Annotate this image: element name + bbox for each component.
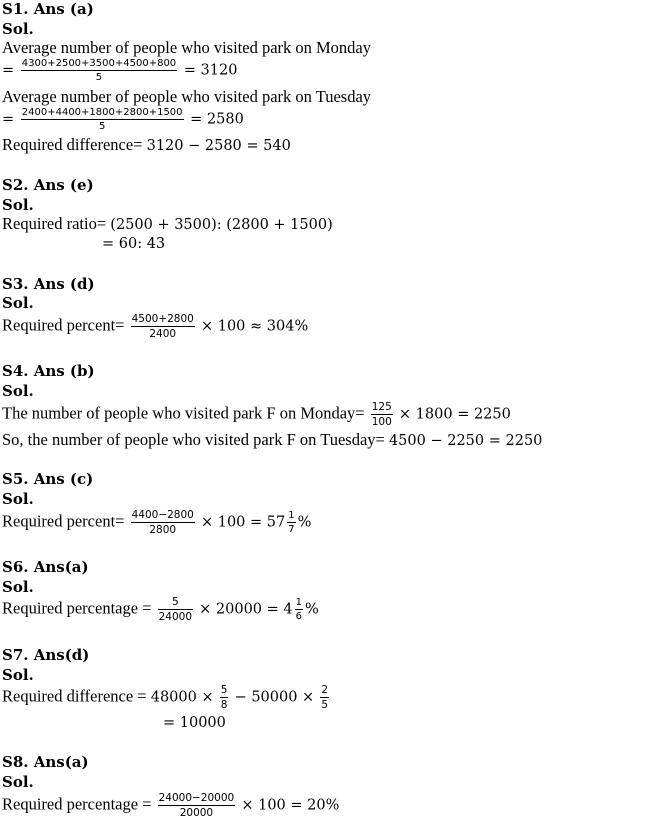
result: = 2580 <box>190 111 244 128</box>
numerator: 2 <box>321 684 329 696</box>
s1-sol-label: Sol. <box>2 20 34 38</box>
s6-line1 <box>2 596 319 623</box>
s7-line2: = 10000 <box>163 715 226 731</box>
equals-sign: = <box>2 62 15 79</box>
s1-line3 <box>2 135 291 156</box>
s5-line1 <box>2 509 311 536</box>
numerator: 4300+2500+3500+4500+800 <box>21 58 177 69</box>
s7-title: S7. Ans(d) <box>2 646 90 664</box>
result: × 100 ≈ 304% <box>200 318 309 335</box>
result: × 100 = 20% <box>241 797 340 814</box>
numerator: 5 <box>220 684 228 696</box>
denominator: 100 <box>371 416 392 428</box>
s5-title: S5. Ans (c) <box>2 470 94 488</box>
s4-title: S4. Ans (b) <box>2 362 95 380</box>
numerator: 4400−2800 <box>131 509 194 521</box>
s2-title: S2. Ans (e) <box>2 176 94 194</box>
s3-title: S3. Ans (d) <box>2 275 95 293</box>
label-text: Required difference = <box>2 686 147 706</box>
s4-sol-label: Sol. <box>2 382 34 400</box>
label-text: Required difference= <box>2 135 143 154</box>
s5-sol-label: Sol. <box>2 490 34 508</box>
label-text: Required percent= <box>2 315 125 335</box>
label-text: Required percentage = <box>2 794 152 814</box>
fraction <box>158 792 236 819</box>
denominator: 6 <box>295 611 302 622</box>
s1-eq1 <box>2 58 237 83</box>
numerator: 5 <box>158 596 193 610</box>
s1-line2: Average number of people who visited park on Tuesday <box>2 87 372 106</box>
result: = 3120 <box>183 62 238 79</box>
s2-line2: = 60: 43 <box>102 236 166 252</box>
mixed-fraction <box>295 597 303 622</box>
equals-sign: = <box>2 111 15 128</box>
math: (2500 + 3500): (2800 + 1500) <box>110 217 333 233</box>
s1-eq2 <box>2 107 244 132</box>
result: × 20000 = 4 <box>199 601 293 618</box>
denominator: 20000 <box>179 807 214 819</box>
math: 4500 − 2250 = 2250 <box>388 433 543 449</box>
label-text: Required percentage = <box>2 598 152 618</box>
fraction <box>21 107 184 132</box>
s4-line2 <box>2 430 542 451</box>
s8-line1 <box>2 792 339 819</box>
mixed-fraction <box>287 510 295 535</box>
denominator: 7 <box>288 524 295 535</box>
fraction <box>131 313 195 340</box>
label-text: So, the number of people who visited park F on Tuesday= <box>2 430 385 449</box>
term-b: − 50000 × <box>234 689 315 706</box>
denominator: 5 <box>98 121 106 132</box>
denominator: 24000 <box>158 611 193 623</box>
result: × 100 = 57 <box>200 514 286 531</box>
s4-line1 <box>2 401 511 428</box>
percent-sign: % <box>297 514 312 531</box>
label-text: The number of people who visited park F on Monday= <box>2 403 365 423</box>
fraction <box>131 509 195 536</box>
s1-title: S1. Ans (a) <box>2 0 94 18</box>
denominator: 2800 <box>149 524 177 536</box>
term-a: 48000 × <box>150 689 214 706</box>
s2-sol-label: Sol. <box>2 196 34 214</box>
numerator: 125 <box>371 401 392 413</box>
numerator: 1 <box>288 510 295 521</box>
denominator: 5 <box>321 699 329 711</box>
s1-line1: Average number of people who visited park on Monday <box>2 38 372 57</box>
s3-line1 <box>2 313 308 340</box>
s6-title: S6. Ans(a) <box>2 558 89 576</box>
s8-sol-label: Sol. <box>2 773 34 791</box>
numerator: 2400+4400+1800+2800+1500 <box>21 107 183 118</box>
fraction <box>158 596 193 623</box>
s2-line1 <box>2 214 333 235</box>
percent-sign: % <box>305 601 319 618</box>
denominator: 2400 <box>149 328 177 340</box>
label-text: Required percent= <box>2 511 125 531</box>
denominator: 8 <box>220 699 228 711</box>
s8-title: S8. Ans(a) <box>2 753 89 771</box>
fraction <box>371 401 393 428</box>
numerator: 1 <box>295 597 302 608</box>
s7-line1 <box>2 684 331 711</box>
result: × 1800 = 2250 <box>398 406 511 423</box>
numerator: 4500+2800 <box>131 313 194 325</box>
fraction <box>21 58 177 83</box>
denominator: 5 <box>95 72 103 83</box>
fraction <box>220 684 229 711</box>
math: 3120 − 2580 = 540 <box>146 138 291 154</box>
fraction <box>320 684 329 711</box>
s6-sol-label: Sol. <box>2 578 34 596</box>
s3-sol-label: Sol. <box>2 294 34 312</box>
label-text: Required ratio= <box>2 214 107 233</box>
s7-sol-label: Sol. <box>2 666 34 684</box>
numerator: 24000−20000 <box>158 792 235 804</box>
